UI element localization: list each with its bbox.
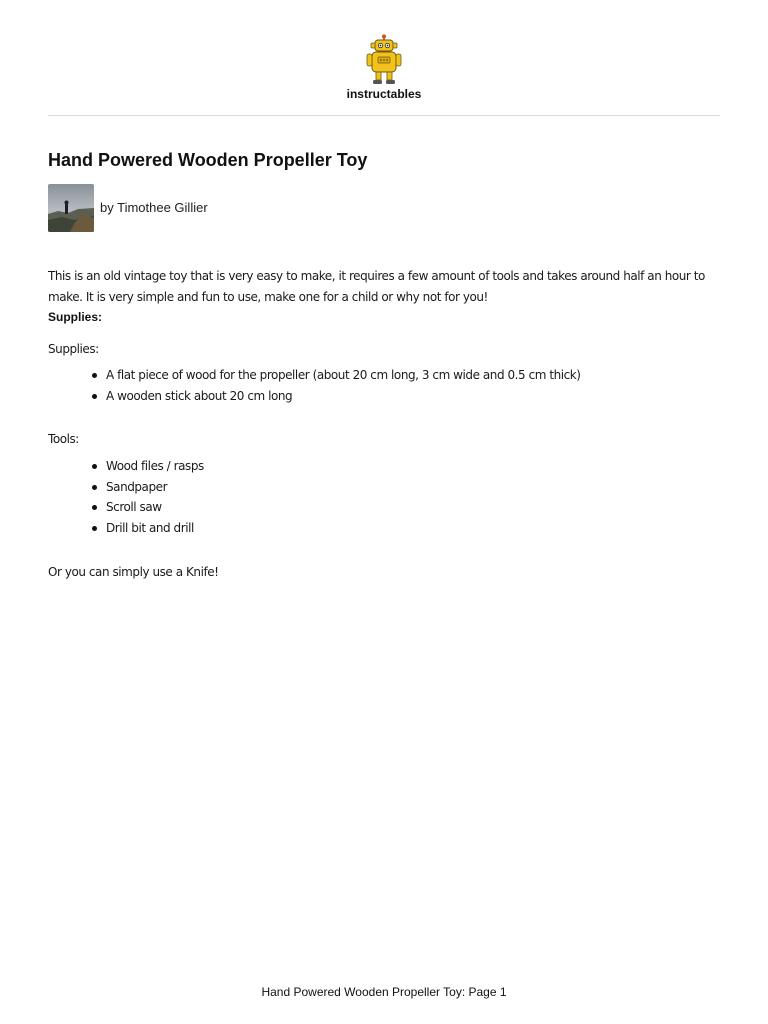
header-divider xyxy=(48,115,720,116)
bullet-icon xyxy=(92,464,97,469)
list-item xyxy=(92,386,581,407)
supplies-label: Supplies: xyxy=(48,342,99,356)
supply-item-text: A wooden stick about 20 cm long xyxy=(106,388,293,403)
supplies-list xyxy=(92,365,581,406)
supply-item-text: A flat piece of wood for the propeller (about 20 cm long, 3 cm wide and 0.5 cm thick) xyxy=(106,368,581,382)
page-header xyxy=(0,0,768,116)
closing-paragraph: Or you can simply use a Knife! xyxy=(48,565,219,579)
bullet-icon xyxy=(92,394,97,399)
bullet-icon xyxy=(92,526,97,531)
tool-item-text: Wood files / rasps xyxy=(106,459,204,473)
author-photo-icon xyxy=(48,184,94,232)
list-item xyxy=(92,477,204,498)
author-byline[interactable]: by Timothee Gillier xyxy=(100,200,208,215)
list-item xyxy=(92,497,204,518)
bullet-icon xyxy=(92,485,97,490)
tool-item-text: Drill bit and drill xyxy=(106,520,194,535)
intro-paragraph-line-2: make. It is very simple and fun to use, make one for a child or why not for you! xyxy=(48,290,488,304)
tools-label: Tools: xyxy=(48,432,79,446)
site-logo-text[interactable]: instructables xyxy=(346,87,422,101)
page-footer: Hand Powered Wooden Propeller Toy: Page 1 xyxy=(261,985,507,999)
intro-paragraph-line-1: This is an old vintage toy that is very easy to make, it requires a few amount of tools and takes around half an hour to xyxy=(48,269,705,283)
supplies-heading: Supplies: xyxy=(48,310,103,324)
author-avatar[interactable] xyxy=(48,184,94,232)
robot-mascot-icon[interactable] xyxy=(363,34,405,86)
tool-item-text: Sandpaper xyxy=(106,479,168,494)
list-item xyxy=(92,365,581,386)
bullet-icon xyxy=(92,505,97,510)
tool-item-text: Scroll saw xyxy=(106,500,162,514)
tools-list xyxy=(92,456,204,538)
bullet-icon xyxy=(92,373,97,378)
list-item xyxy=(92,456,204,477)
page-title: Hand Powered Wooden Propeller Toy xyxy=(48,150,368,170)
list-item xyxy=(92,518,204,539)
